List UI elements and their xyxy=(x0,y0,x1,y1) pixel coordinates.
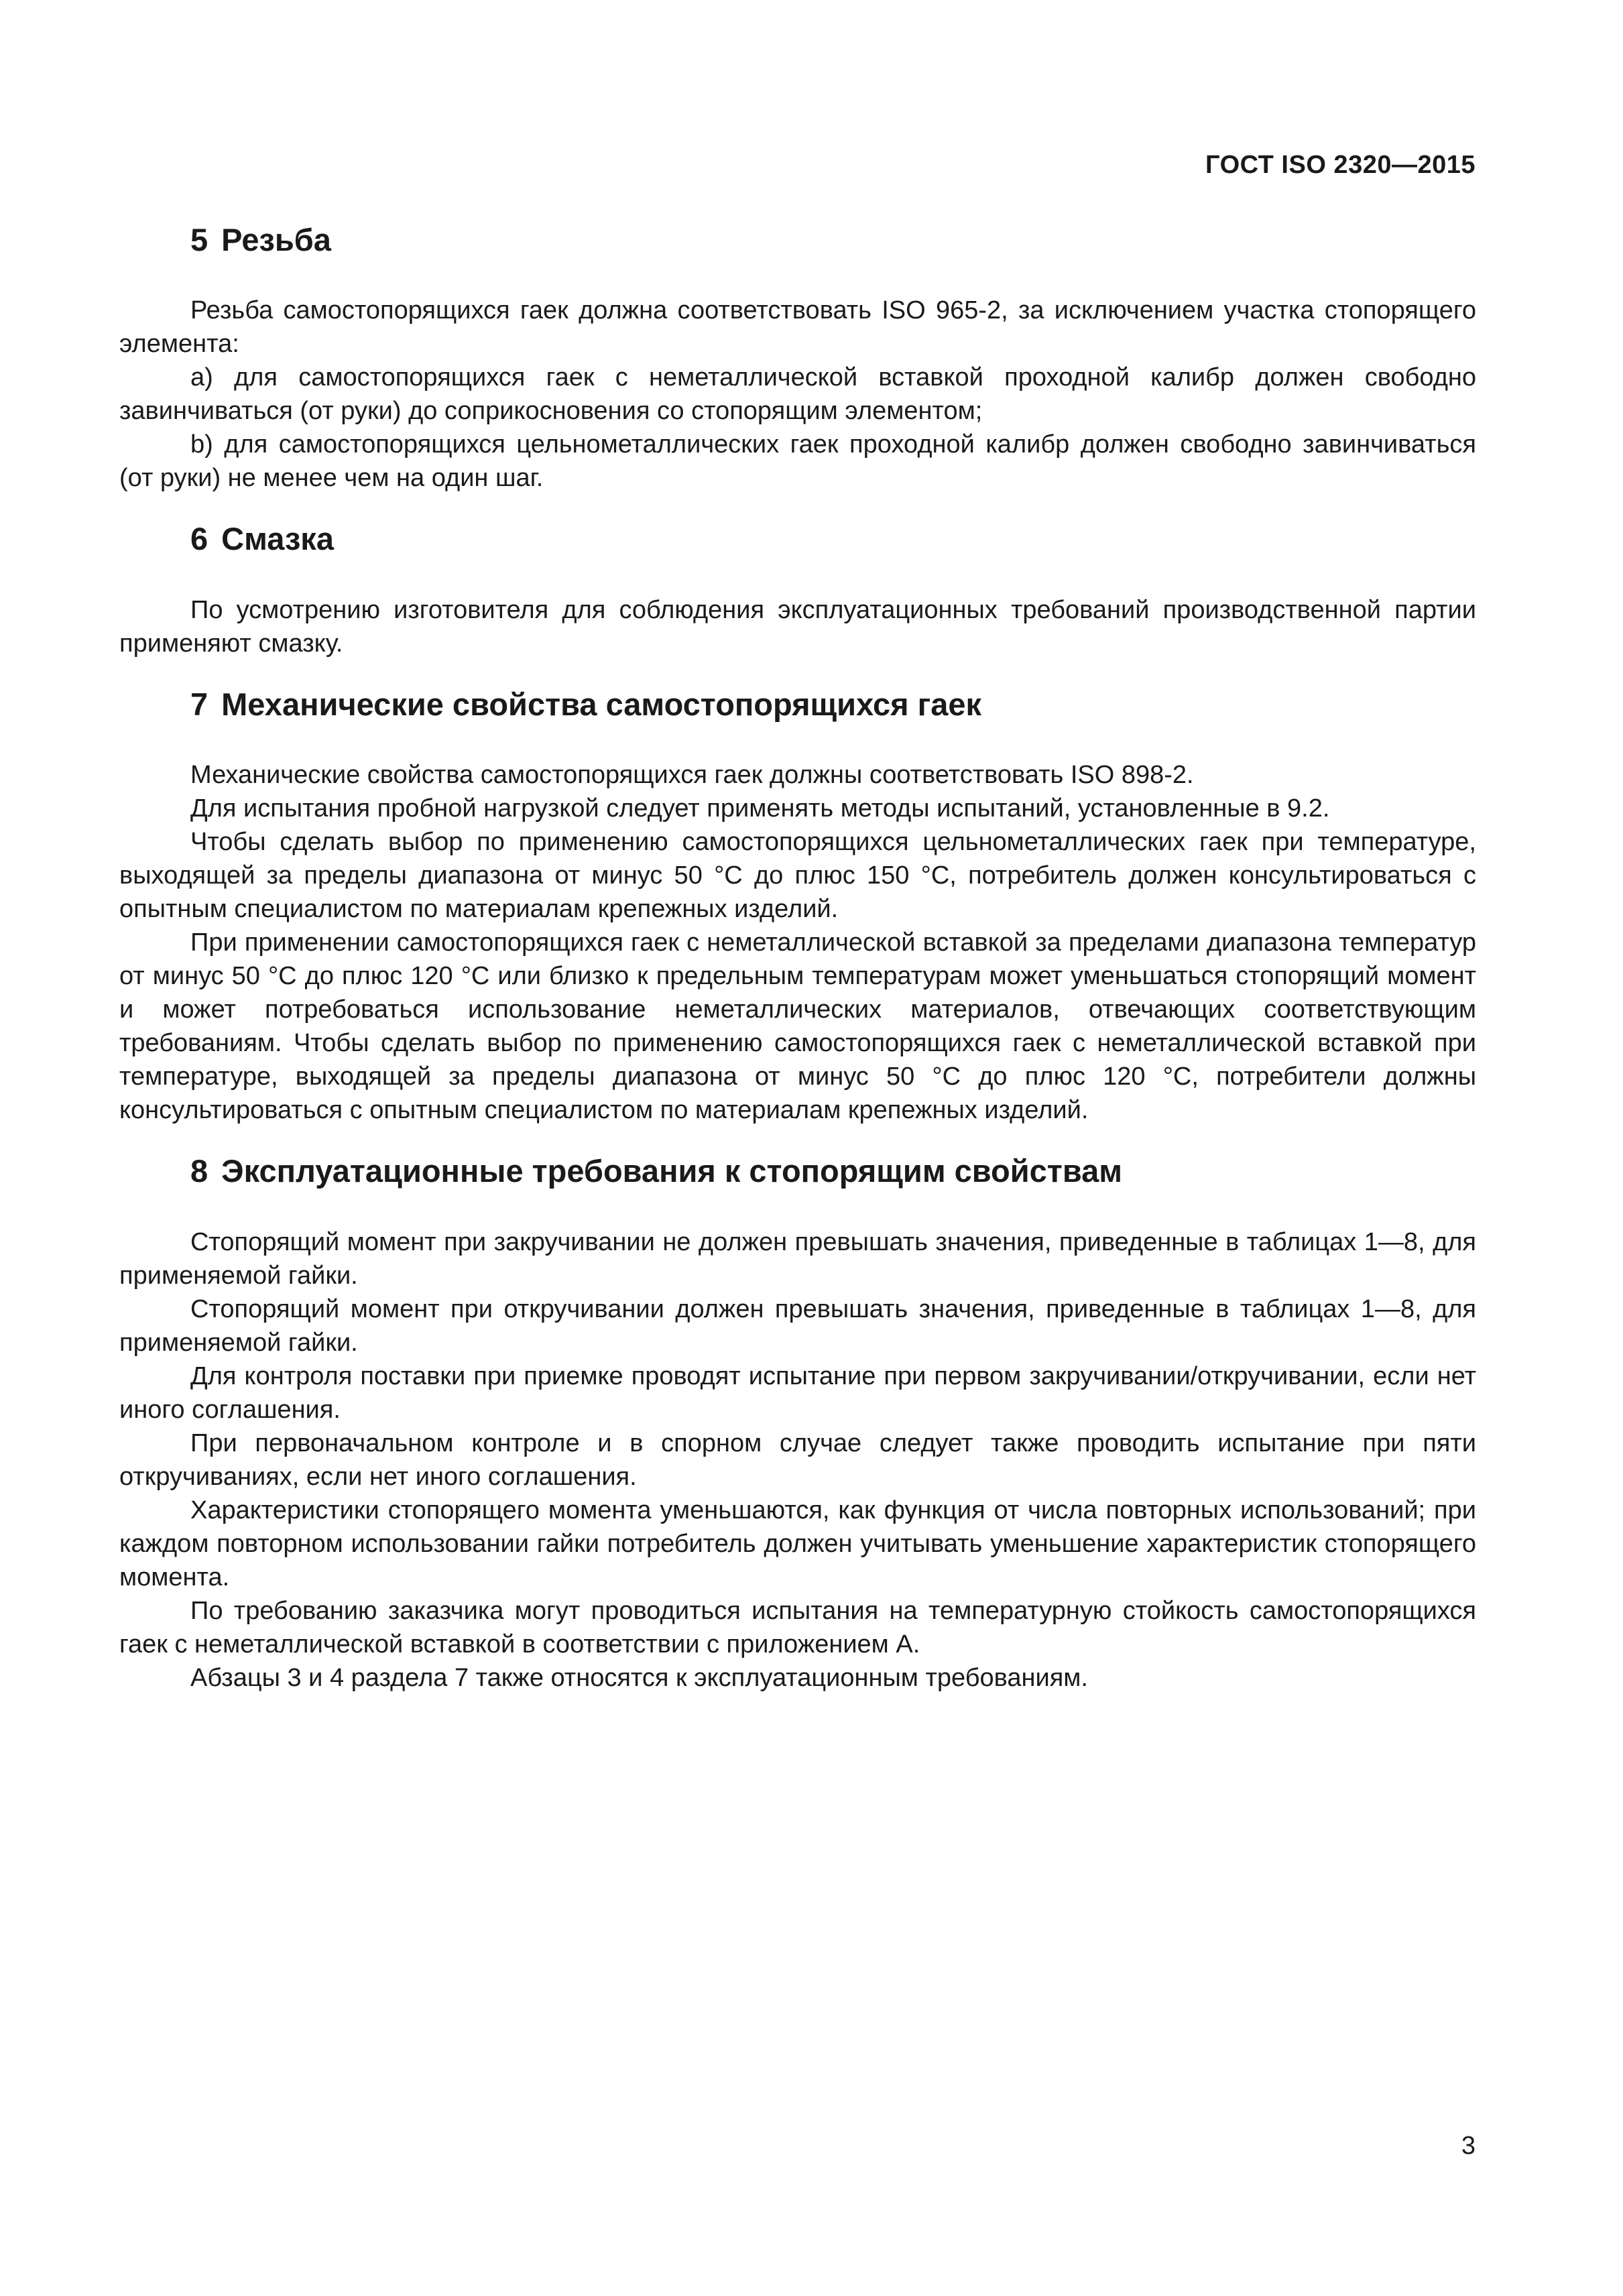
section-title-text: Смазка xyxy=(221,521,334,557)
section-heading xyxy=(190,686,1476,723)
paragraph: Характеристики стопорящего момента уменьшаются, как функция от числа повторных использований; при каждом повторном использовании гайки потребитель должен учитывать уменьшение характеристик стопорящего момента. xyxy=(119,1496,1476,1591)
paragraph: Механические свойства самостопорящихся гаек должны соответствовать ISO 898-2. xyxy=(190,761,1194,790)
section-number: 7 xyxy=(190,686,208,722)
paragraph: а) для самостопорящихся гаек с неметаллической вставкой проходной калибр должен свободно завинчиваться (от руки) до соприкосновения со стопорящим элементом; xyxy=(119,363,1476,426)
section-8 xyxy=(119,1152,1476,1694)
paragraph: Стопорящий момент при откручивании должен превышать значения, приведенные в таблицах 1—8, для применяемой гайки. xyxy=(119,1294,1476,1357)
paragraph: По усмотрению изготовителя для соблюдения эксплуатационных требований производственной партии применяют смазку. xyxy=(119,595,1476,658)
paragraph: b) для самостопорящихся цельнометаллических гаек проходной калибр должен свободно завинчиваться (от руки) не менее чем на один шаг. xyxy=(119,430,1476,493)
paragraph: Стопорящий момент при закручивании не должен превышать значения, приведенные в таблицах 1—8, для применяемой гайки. xyxy=(119,1227,1476,1290)
paragraph: Для испытания пробной нагрузкой следует применять методы испытаний, установленные в 9.2. xyxy=(190,794,1330,823)
section-title-text: Резьба xyxy=(221,222,331,257)
paragraph: При первоначальном контроле и в спорном случае следует также проводить испытание при пяти откручиваниях, если нет иного соглашения. xyxy=(119,1429,1476,1491)
section-title-text: Механические свойства самостопорящихся гаек xyxy=(221,686,982,722)
section-7 xyxy=(119,686,1476,1127)
section-number: 5 xyxy=(190,222,208,257)
section-number: 8 xyxy=(190,1153,208,1189)
paragraph: Для контроля поставки при приемке проводят испытание при первом закручивании/откручивании, если нет иного соглашения. xyxy=(119,1362,1476,1424)
paragraph: По требованию заказчика могут проводиться испытания на температурную стойкость самостопорящихся гаек с неметаллической вставкой в соответствии с приложением А. xyxy=(119,1596,1476,1658)
paragraph: Абзацы 3 и 4 раздела 7 также относятся к эксплуатационным требованиям. xyxy=(190,1663,1088,1692)
section-title-text: Эксплуатационные требования к стопорящим свойствам xyxy=(221,1153,1123,1189)
section-heading xyxy=(190,1152,1476,1190)
document-code-header: ГОСТ ISO 2320—2015 xyxy=(1205,151,1476,179)
paragraph: При применении самостопорящихся гаек с неметаллической вставкой за пределами диапазона температур от минус 50 °С до плюс 120 °С или близко к предельным температурам может уменьшаться стопорящий момент и может потребоваться использование неметаллических материалов, отвечающих соответствующим требованиям. Чтобы сделать выбор по применению самостопорящихся гаек с неметаллической вставкой при температуре, выходящей за пределы диапазона от минус 50 °С до плюс 120 °С, потребители должны консультироваться с опытным специалистом по материалам крепежных изделий. xyxy=(119,928,1476,1125)
paragraph: Резьба самостопорящихся гаек должна соответствовать ISO 965-2, за исключением участка стопорящего элемента: xyxy=(119,296,1476,359)
section-heading xyxy=(190,221,1476,259)
section-heading xyxy=(190,520,1476,558)
page-number: 3 xyxy=(1461,2132,1476,2160)
section-number: 6 xyxy=(190,521,208,557)
paragraph: Чтобы сделать выбор по применению самостопорящихся цельнометаллических гаек при температуре, выходящей за пределы диапазона от минус 50 °С до плюс 150 °С, потребитель должен консультироваться с опытным специалистом по материалам крепежных изделий. xyxy=(119,828,1476,924)
section-5 xyxy=(119,221,1476,495)
document-body xyxy=(119,221,1476,1695)
section-6 xyxy=(119,520,1476,660)
